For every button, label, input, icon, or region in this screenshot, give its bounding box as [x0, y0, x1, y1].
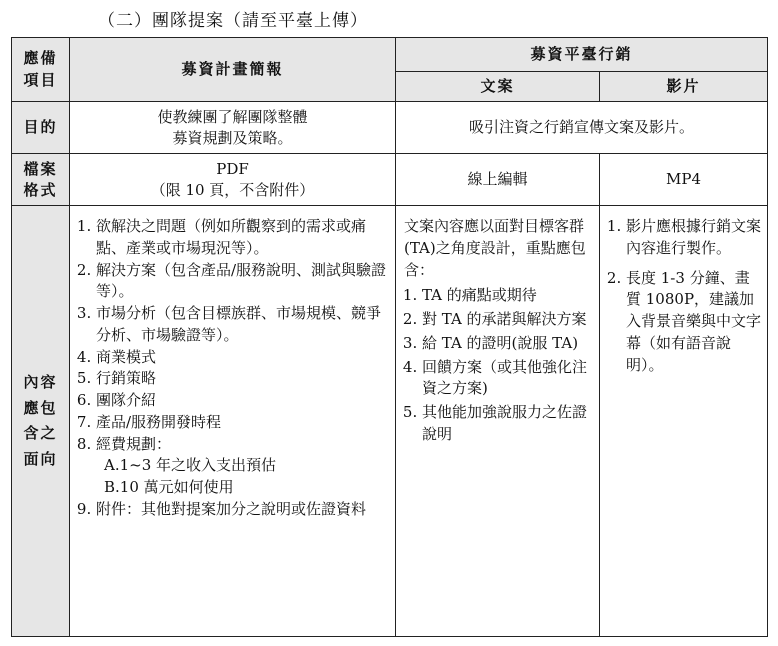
- proposal-requirements-table: [11, 37, 768, 637]
- marketing-header: 募資平臺行銷: [396, 38, 768, 72]
- required-items-header: 應備 項目: [12, 38, 70, 102]
- list-item: 3. 市場分析（包含目標族群、市場規模、競爭分析、市場驗證等）。: [96, 303, 389, 347]
- purpose-label: 目的: [12, 102, 70, 154]
- presentation-items-list: [70, 206, 395, 521]
- list-item: 1. 影片應根據行銷文案內容進行製作。: [626, 216, 761, 260]
- presentation-content: [70, 206, 396, 637]
- list-item: 2. 對 TA 的承諾與解決方案: [422, 309, 593, 331]
- list-item: 4. 回饋方案（或其他強化注資之方案): [422, 357, 593, 401]
- list-item: 3. 給 TA 的證明(說服 TA): [422, 333, 593, 355]
- budget-sub-list: [96, 455, 389, 499]
- format-video: MP4: [600, 154, 768, 206]
- list-item: [96, 434, 389, 499]
- list-item: 2. 解決方案（包含產品/服務說明、測試與驗證等）。: [96, 260, 389, 304]
- format-presentation: PDF （限 10 頁，不含附件）: [70, 154, 396, 206]
- copy-intro: 文案內容應以面對目標客群(TA)之角度設計，重點應包含：: [404, 217, 586, 279]
- list-item: 1. TA 的痛點或期待: [422, 285, 593, 307]
- list-item: 7. 產品/服務開發時程: [96, 412, 389, 434]
- purpose-presentation: 使教練團了解團隊整體 募資規劃及策略。: [70, 102, 396, 154]
- format-copy: 線上編輯: [396, 154, 600, 206]
- video-items-list: [600, 206, 767, 376]
- list-item: 9. 附件：其他對提案加分之說明或佐證資料: [96, 499, 389, 521]
- copy-content: [396, 206, 600, 637]
- budget-sub-item: A.1~3 年之收入支出預估: [104, 456, 277, 475]
- list-item: 2. 長度 1-3 分鐘、畫質 1080P，建議加入背景音樂與中文字幕（如有語音說明）。: [626, 268, 761, 377]
- budget-label: 經費規劃：: [96, 434, 172, 453]
- list-item: 4. 商業模式: [96, 347, 389, 369]
- budget-sub-item: B.10 萬元如何使用: [104, 478, 234, 496]
- list-item: 1. 欲解決之問題（例如所觀察到的需求或痛點、產業或市場現況等）。: [96, 216, 389, 260]
- section-heading: （二）團隊提案（請至平臺上傳）: [98, 11, 368, 31]
- format-label: 檔案 格式: [12, 154, 70, 206]
- purpose-marketing: 吸引注資之行銷宣傳文案及影片。: [396, 102, 768, 154]
- presentation-header: 募資計畫簡報: [70, 38, 396, 102]
- video-content: [600, 206, 768, 637]
- copy-header: 文案: [396, 72, 600, 102]
- list-item: 5. 其他能加強說服力之佐證說明: [422, 402, 593, 446]
- list-item: 5. 行銷策略: [96, 368, 389, 390]
- copy-items-list: [396, 285, 599, 445]
- content-label: 內容 應包 含之 面向: [12, 206, 70, 637]
- list-item: 6. 團隊介紹: [96, 390, 389, 412]
- video-header: 影片: [600, 72, 768, 102]
